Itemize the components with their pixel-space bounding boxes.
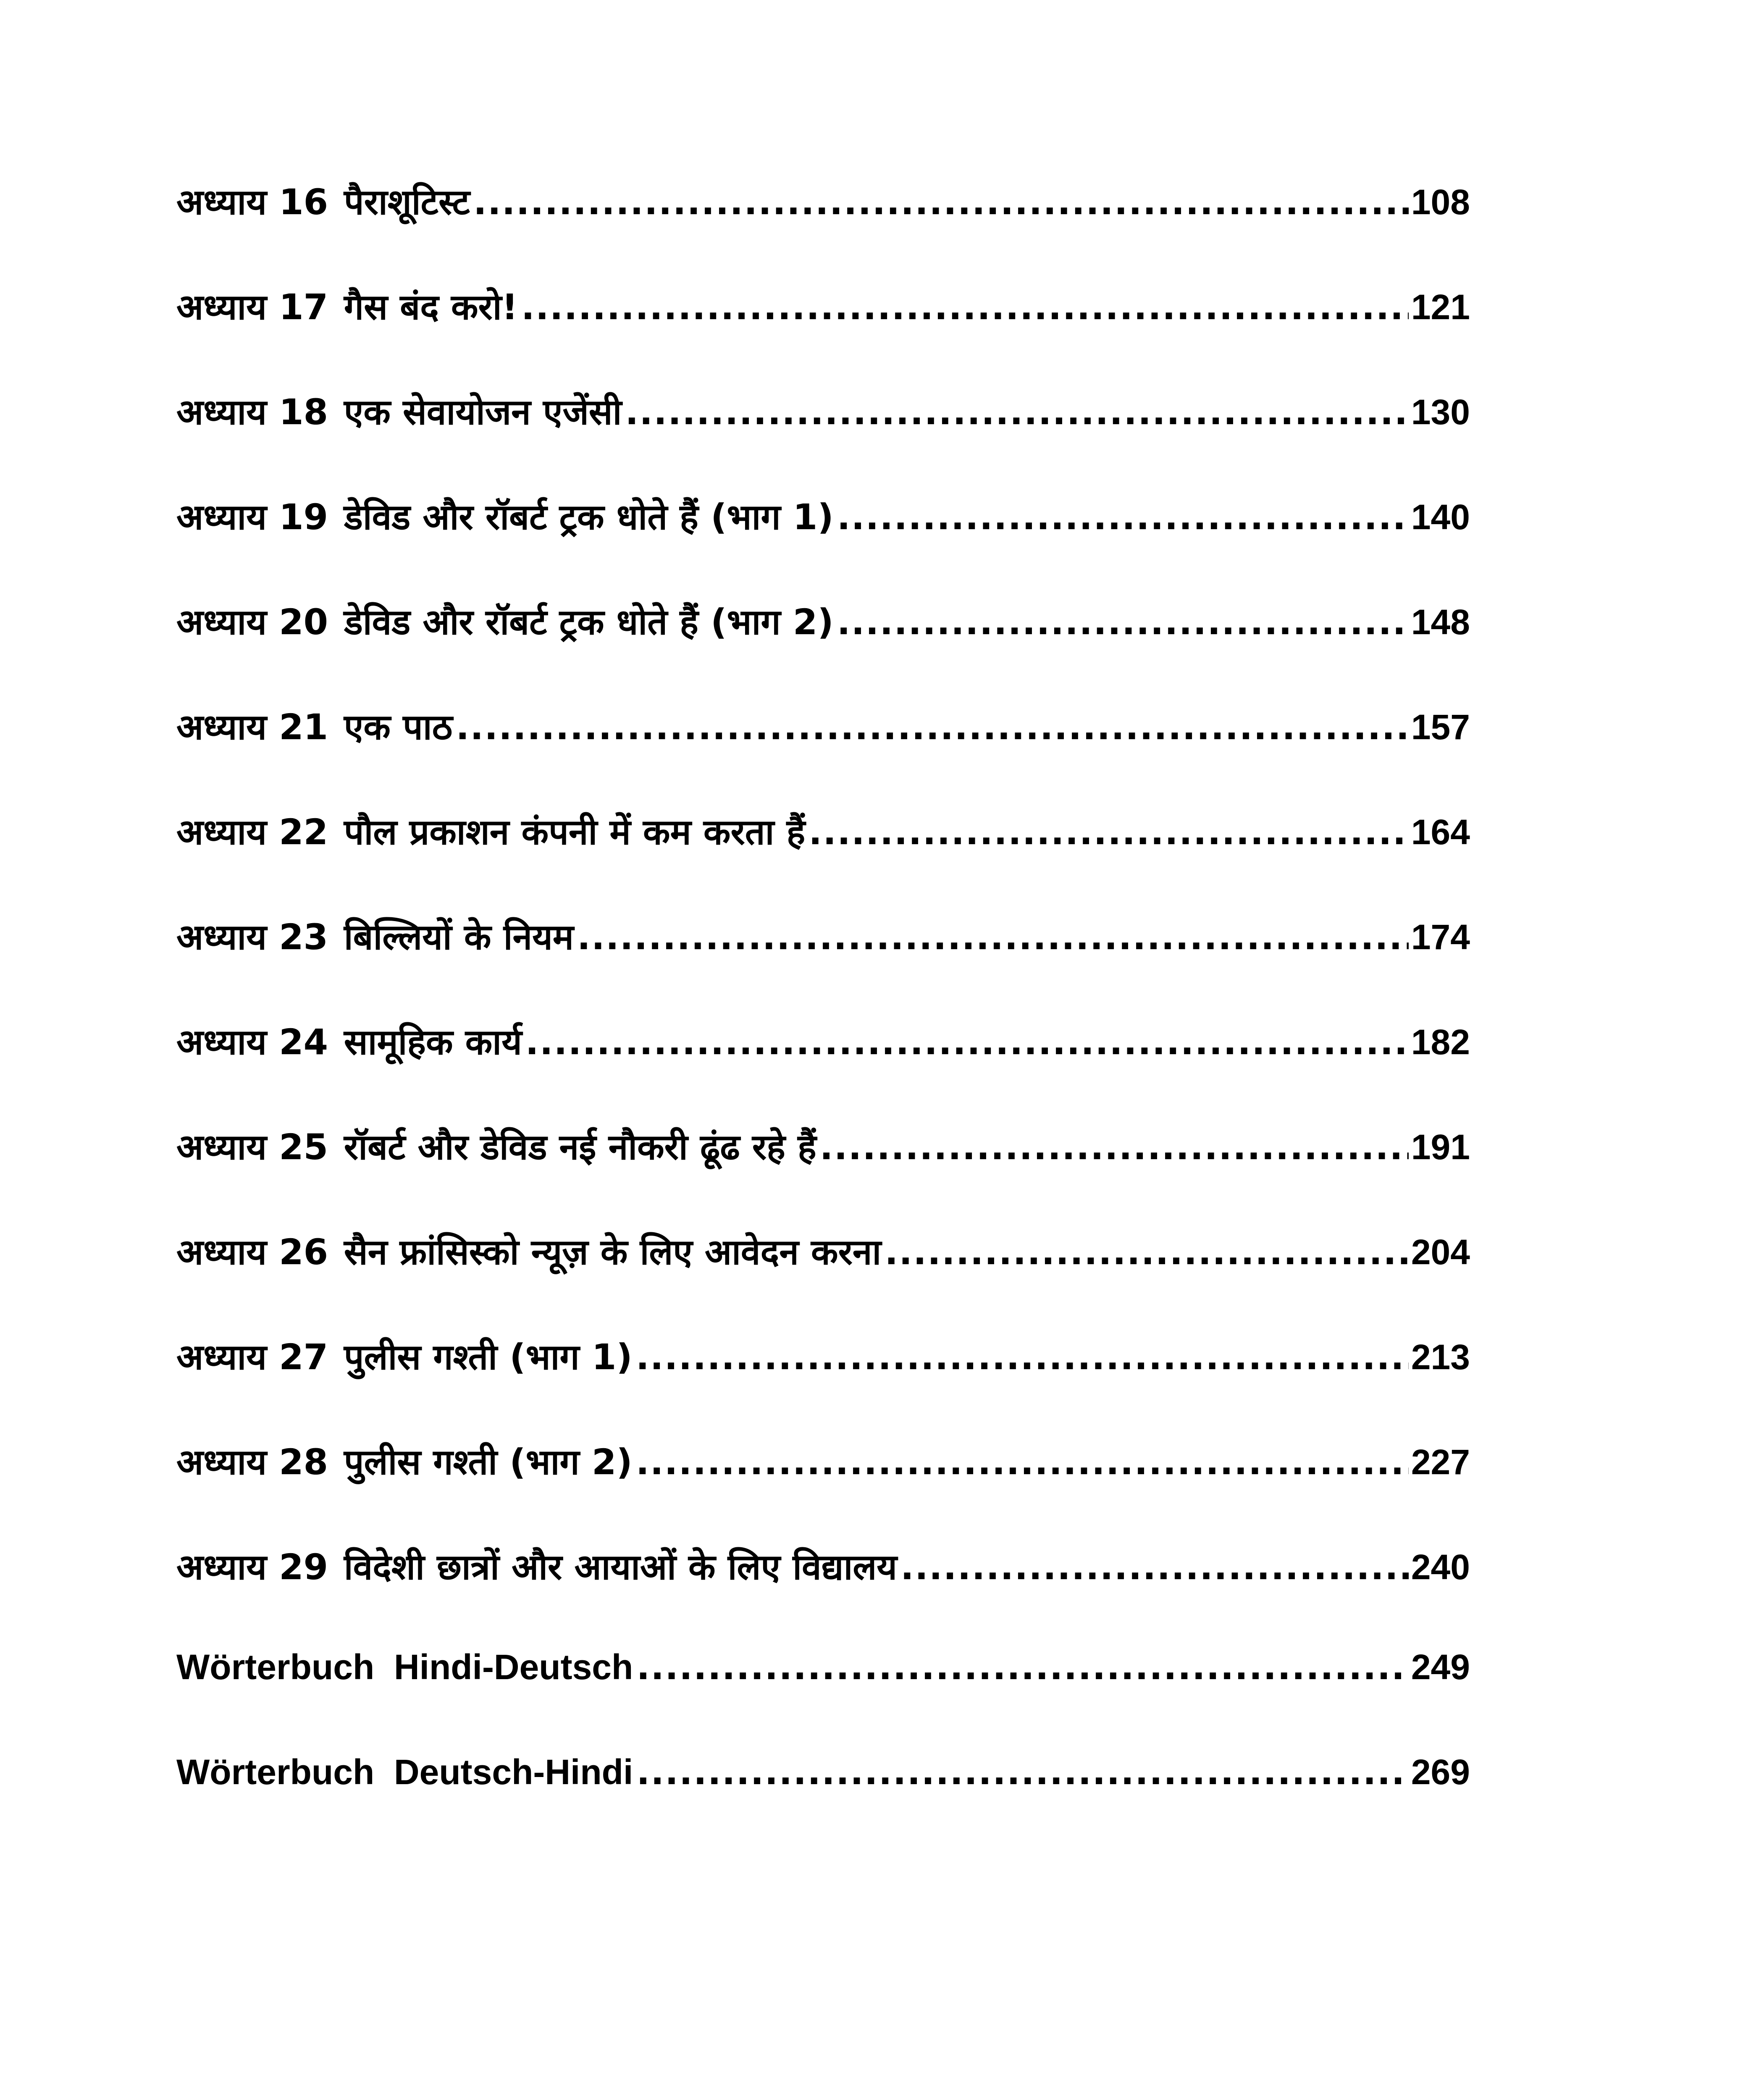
toc-entry-title: सामूहिक कार्य [344,1021,522,1063]
toc-page-number: 130 [1411,392,1470,432]
toc-entry-title: एक सेवायोजन एजेंसी [344,391,622,433]
toc-entry [176,281,1470,386]
toc-entry-title: Wörterbuch Hindi-Deutsch [176,1647,633,1687]
toc-page-number: 157 [1411,707,1470,747]
toc-page-number: 140 [1411,497,1470,537]
toc-chapter-label: अध्याय 28 [176,1441,328,1483]
toc-entry-title-block [176,1541,900,1590]
toc-page-number: 164 [1411,812,1470,852]
toc-entry-title-block [176,1331,636,1380]
toc-page-number: 182 [1411,1022,1470,1062]
toc-page-number: 227 [1411,1442,1470,1482]
toc-dot-leader [625,391,1408,433]
toc-entry [176,806,1470,911]
toc-page-number: 174 [1411,917,1470,957]
toc-entry [176,701,1470,806]
toc-entry-title: सैन फ्रांसिस्को न्यूज़ के लिए आवेदन करना [344,1231,882,1273]
toc-chapter-label: अध्याय 29 [176,1546,328,1588]
toc-entry-title: पुलीस गश्ती (भाग 1) [344,1336,633,1378]
toc-entry [176,1646,1470,1751]
toc-page-number: 148 [1411,602,1470,642]
toc-entry-title-block [176,1436,636,1485]
toc-page-number: 249 [1411,1647,1470,1687]
toc-dot-leader [636,1441,1409,1483]
toc-entry [176,911,1470,1016]
toc-entry-title-block [176,1646,636,1688]
toc-entry-title-block [176,596,837,645]
toc-entry [176,596,1470,701]
toc-entry [176,1436,1470,1541]
table-of-contents [176,176,1470,1856]
toc-page-number: 108 [1411,182,1470,222]
toc-dot-leader [636,1336,1409,1378]
toc-entry-title: विदेशी छात्रों और आयाओं के लिए विद्यालय [344,1546,898,1588]
toc-entry-title: डेविड और रॉबर्ट ट्रक धोते हैं (भाग 2) [344,601,834,643]
toc-entry-title: पुलीस गश्ती (भाग 2) [344,1441,633,1483]
toc-chapter-label: अध्याय 27 [176,1336,328,1378]
toc-entry-title-block [176,176,473,225]
toc-entry-title: गैस बंद करो! [344,286,518,328]
toc-dot-leader [820,1126,1409,1168]
toc-dot-leader [636,1646,1409,1688]
toc-entry-title: एक पाठ [344,706,453,748]
toc-dot-leader [456,706,1408,748]
toc-entry [176,1541,1470,1646]
toc-chapter-label: अध्याय 26 [176,1231,328,1273]
toc-chapter-label: अध्याय 25 [176,1126,328,1168]
toc-entry-title-block [176,1016,525,1065]
toc-entry [176,1016,1470,1121]
toc-page-number: 213 [1411,1337,1470,1377]
toc-entry-title: Wörterbuch Deutsch-Hindi [176,1752,633,1792]
toc-entry [176,491,1470,596]
toc-page-number: 191 [1411,1127,1470,1167]
toc-chapter-label: अध्याय 19 [176,496,328,538]
toc-entry [176,1121,1470,1226]
toc-entry-title-block [176,1226,885,1275]
toc-entry [176,1331,1470,1436]
toc-entry [176,386,1470,491]
toc-page-number: 240 [1411,1547,1470,1587]
toc-dot-leader [473,181,1409,223]
toc-dot-leader [837,496,1409,538]
toc-entry-title: रॉबर्ट और डेविड नई नौकरी ढूंढ रहे हैं [344,1126,816,1168]
toc-entry-title-block [176,806,808,855]
toc-page-number: 204 [1411,1232,1470,1272]
toc-entry-title: बिल्लियों के नियम [344,916,574,958]
toc-dot-leader [900,1546,1409,1588]
toc-chapter-label: अध्याय 17 [176,286,328,328]
toc-entry [176,1751,1470,1856]
toc-entry-title-block [176,1121,820,1170]
toc-dot-leader [885,1231,1409,1273]
toc-chapter-label: अध्याय 16 [176,181,328,223]
toc-chapter-label: अध्याय 22 [176,811,328,853]
toc-chapter-label: अध्याय 18 [176,391,328,433]
toc-chapter-label: अध्याय 21 [176,706,328,748]
toc-entry [176,176,1470,281]
toc-entry-title-block [176,701,456,750]
toc-entry-title: डेविड और रॉबर्ट ट्रक धोते हैं (भाग 1) [344,496,834,538]
toc-page-number: 121 [1411,287,1470,327]
toc-entry [176,1226,1470,1331]
toc-dot-leader [577,916,1409,958]
toc-entry-title-block [176,281,521,330]
toc-chapter-label: अध्याय 23 [176,916,328,958]
toc-chapter-label: अध्याय 24 [176,1021,328,1063]
toc-dot-leader [525,1021,1409,1063]
toc-entry-title-block [176,911,577,960]
toc-entry-title-block [176,386,625,435]
toc-entry-title-block [176,491,837,540]
toc-dot-leader [636,1751,1409,1793]
toc-entry-title: पौल प्रकाशन कंपनी में कम करता हैं [344,811,806,853]
toc-chapter-label: अध्याय 20 [176,601,328,643]
toc-entry-title-block [176,1751,636,1793]
toc-entry-title: पैराशूटिस्ट [344,181,470,223]
toc-dot-leader [808,811,1409,853]
toc-page-number: 269 [1411,1752,1470,1792]
toc-dot-leader [837,601,1409,643]
toc-dot-leader [521,286,1409,328]
